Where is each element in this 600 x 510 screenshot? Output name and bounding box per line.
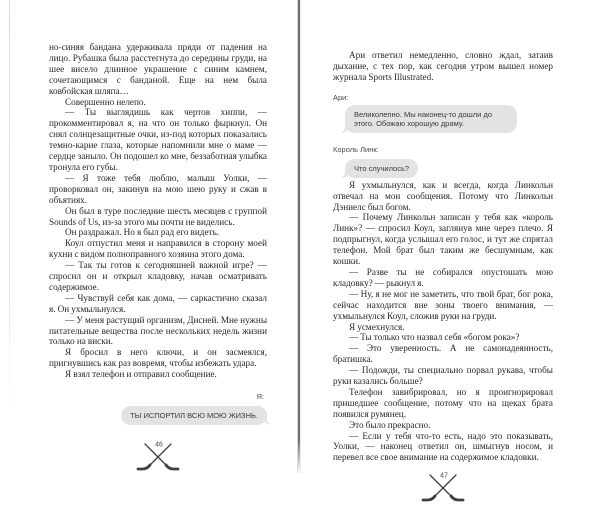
paragraph: — Ты выглядишь как чертов хиппи, — прокомментировал я, на что он только фыркнул. Он снял солнцезащитные очки, из-под которых показались темно-карие глаза, которые напомнили мне о маме — сердце заныло. Он подошел ко мне, беззаботная улыбка тронула его губы. (49, 107, 267, 172)
paragraph: Я бросил в него ключи, и он засмеялся, пригнувшись как раз вовремя, чтобы избежать удара. (49, 347, 267, 369)
paragraph: — Так ты готов к сегодняшней важной игре? — спросил он и открыл кладовку, начав осматривать содержимое. (49, 260, 267, 292)
paragraph: — Если у тебя что-то есть, надо это показывать, Уолки, — наконец ответил он, шмыгнув носом, и перевел все свое внимание на содержимое кладовки. (333, 430, 553, 463)
paragraph: — Ну, я не мог не заметить, что твой брат, бог рока, сейчас находится вне зоны твоего внимания, — ухмыльнулся Коул, сложив руки на груди. (333, 288, 553, 321)
page-footer (333, 469, 553, 510)
chat-sender-label: Король Линк: (333, 145, 379, 155)
paragraph: Телефон завибрировал, но я проигнорировал пришедшее сообщение, потому что на щеках брата появился румянец. (333, 386, 553, 419)
paragraph: Ари ответил немедленно, словно ждал, затаив дыхание, с тех пор, как сегодня утром вышел номер журнала Sports Illustrated. (333, 50, 553, 82)
paragraph: Он был в туре последние шесть месяцев с группой Sounds of Us, из-за этого мы почти не виделись. (49, 205, 267, 227)
paragraph: — Я тоже тебя люблю, малыш Уолки, — проворковал он, закинув на мою шею руку и сжав в объятиях. (49, 172, 267, 205)
paragraph: — Почему Линкольн записан у тебя как «король Линк»? — спросил Коул, заглянув мне через плечо. Я подпрыгнул, когда услышал его голос, и тут же спрятал телефон. Мой брат был таким же бесшумным, как кошки. (333, 212, 553, 267)
crossed-hockey-sticks-icon (418, 469, 468, 505)
paragraph: — Подожди, ты специально порвал рукава, чтобы руки казались больше? (333, 365, 553, 387)
chat-bubble: Великолепно. Мы наконец-то дошли до этого. Обожаю хорошую драму. (345, 105, 517, 133)
paragraph: Я взял телефон и отправил сообщение. (65, 369, 217, 380)
paragraph: Он раздражал. Но я был рад его видеть. (65, 227, 220, 238)
chat-sender-label: Ари: (333, 92, 349, 102)
page-right[interactable] (300, 0, 600, 482)
paragraph: Я ухмыльнулся, как и всегда, когда Линкольн отвечал на мои сообщения. Потому что Линкольн Дэниелс был богом. (333, 179, 553, 212)
chat-sender-label: Я: (256, 392, 264, 402)
paragraph: Я усмехнулся. (349, 321, 405, 332)
page-left[interactable] (0, 0, 300, 482)
chat-message-incoming (333, 146, 553, 178)
chat-bubble: ТЫ ИСПОРТИЛ ВСЮ МОЮ ЖИЗНЬ. (121, 406, 267, 425)
paragraph: — Чувствуй себя как дома, — саркастично сказал я. Он ухмыльнулся. (49, 292, 267, 314)
paragraph: — Это уверенность. А не самонадеянность, братишка. (333, 343, 553, 365)
chat-message-outgoing (49, 393, 267, 425)
paragraph: — У меня растущий организм, Дисней. Мне нужны питательные вещества после нескольких недель жизни только на виски. (49, 314, 267, 347)
paragraph: но-синяя бандана удерживала пряди от падения на лицо. Рубашка была расстегнута до середины груди, на шее висело длинное украшение с синим камнем, сочетающимся с банданой. Еще на нем была ковбойская шляпа… (49, 42, 267, 96)
paragraph: — Ты только что назвал себя «богом рока»? (349, 332, 520, 343)
page-number: 47 (440, 472, 448, 480)
chat-message-incoming (333, 94, 553, 134)
paragraph: — Разве ты не собирался опустошать мою кладовку? — рыкнул я. (333, 266, 553, 288)
crossed-hockey-sticks-icon (133, 438, 183, 474)
page-number: 46 (155, 441, 163, 449)
paragraph: Коул отпустил меня и направился в сторону моей кухни с видом полноправного хозяина этого дома. (49, 238, 267, 260)
paragraph: Совершенно нелепо. (65, 96, 146, 107)
chat-bubble: Что случилось? (345, 159, 418, 178)
page-footer (49, 438, 267, 479)
paragraph: Это было прекрасно. (349, 419, 431, 430)
